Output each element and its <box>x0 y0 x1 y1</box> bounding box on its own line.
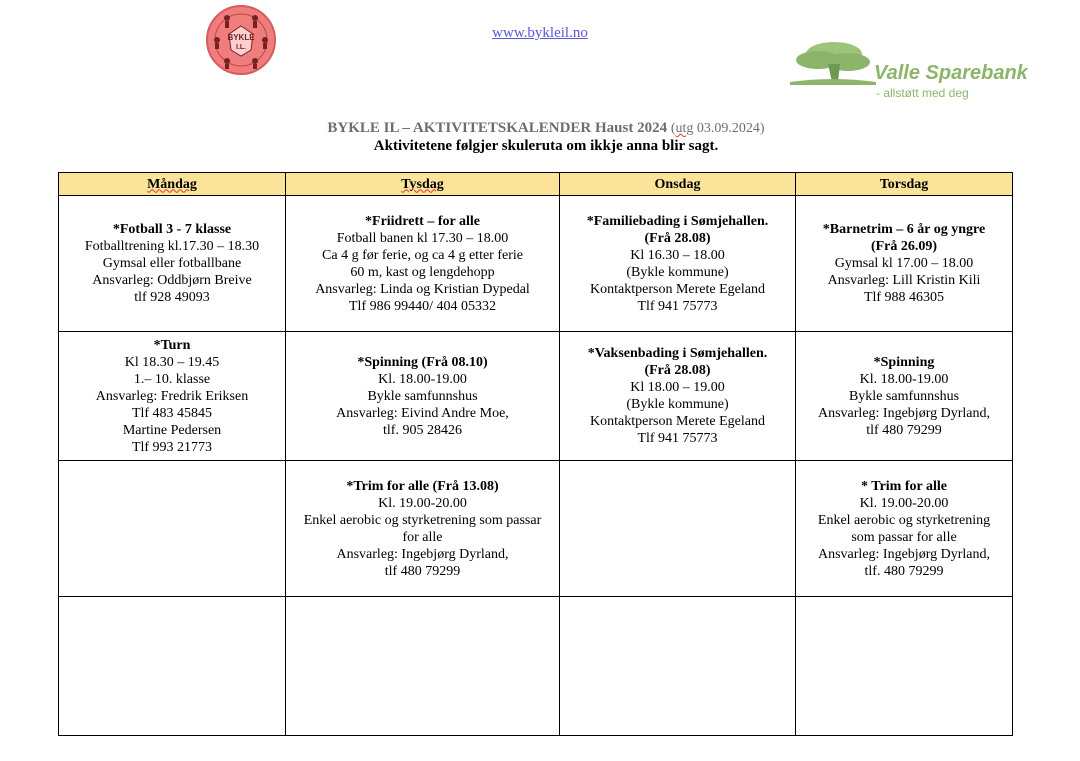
activity-line: Ansvarleg: Linda og Kristian Dypedal <box>315 281 530 297</box>
activity-line: Ansvarleg: Eivind Andre Moe, <box>336 405 509 421</box>
activity-line: *Familiebading i Sømjehallen. <box>586 213 769 229</box>
activity-line: Tlf 941 75773 <box>637 298 718 314</box>
bank-tagline: - allstøtt med deg <box>876 86 969 100</box>
calendar-cell <box>59 332 286 461</box>
page-title <box>0 120 1080 137</box>
activity-line: Kl. 19.00-20.00 <box>859 495 949 511</box>
activity-line: Ansvarleg: Lill Kristin Kili <box>827 273 981 288</box>
activity-line: tlf 480 79299 <box>866 422 942 438</box>
title-main: BYKLE IL – AKTIVITETSKALENDER Haust 2024 <box>327 120 668 136</box>
calendar-cell <box>286 597 560 736</box>
activity-line: tlf. 905 28426 <box>383 422 462 438</box>
activity-line: *Fotball 3 - 7 klasse <box>112 222 232 237</box>
logo-text-1: BYKLE <box>227 33 255 42</box>
activity-line: (Frå 26.09) <box>870 239 938 254</box>
calendar-cell <box>286 196 560 332</box>
calendar-cell <box>560 332 796 461</box>
activity-line: Enkel aerobic og styrketrening <box>817 512 991 528</box>
activity-line: som passar for alle <box>851 529 957 545</box>
activity-line: Fotball banen kl 17.30 – 18.00 <box>336 230 509 246</box>
activity-line: Kl. 19.00-20.00 <box>378 495 467 511</box>
activity-line: Kontaktperson Merete Egeland <box>590 281 765 297</box>
activity-line: (Frå 28.08) <box>644 363 711 378</box>
header-tuesday: Tysdag <box>286 173 560 196</box>
activity-line: *Friidrett – for alle <box>365 213 480 229</box>
activity-line: Ansvarleg: Ingebjørg Dyrland, <box>818 546 990 562</box>
activity-line: Ansvarleg: Ingebjørg Dyrland, <box>336 546 509 562</box>
calendar-cell <box>59 597 286 736</box>
activity-line: Martine Pedersen <box>122 422 222 438</box>
calendar-cell <box>59 461 286 597</box>
activity-line: *Barnetrim – 6 år og yngre <box>822 222 986 237</box>
activity-line: *Trim for alle (Frå 13.08) <box>346 478 499 494</box>
calendar-row <box>59 597 1013 736</box>
activity-line: Tlf 941 75773 <box>637 431 718 446</box>
website-link[interactable]: www.bykleil.no <box>492 25 588 41</box>
activity-line: Bykle samfunnshus <box>848 388 960 404</box>
calendar-cell <box>286 332 560 461</box>
calendar-cell <box>796 332 1013 461</box>
calendar-cell <box>560 597 796 736</box>
activity-line: Tlf 988 46305 <box>863 290 945 305</box>
activity-line: Bykle samfunnshus <box>367 388 478 404</box>
activity-line: tlf 480 79299 <box>384 563 461 579</box>
activity-line: Fotballtrening kl.17.30 – 18.30 <box>84 239 260 254</box>
activity-line: *Turn <box>153 337 191 353</box>
page-subtitle: Aktivitetene følgjer skuleruta om ikkje anna blir sagt. <box>373 138 719 154</box>
bank-name: Valle Sparebank <box>874 62 1028 84</box>
activity-line: * Trim for alle <box>861 478 947 494</box>
calendar-header-row <box>59 173 1013 196</box>
title-date: (utg 03.09.2024) <box>670 121 765 136</box>
calendar-row <box>59 196 1013 332</box>
activity-line: Tlf 993 21773 <box>131 439 213 455</box>
activity-line: Ca 4 g før ferie, og ca 4 g etter ferie <box>322 247 523 263</box>
activity-line: for alle <box>402 529 443 545</box>
activity-line: Tlf 483 45845 <box>131 405 213 421</box>
activity-line: (Frå 28.08) <box>644 230 711 246</box>
activity-line: tlf. 480 79299 <box>864 563 944 579</box>
activity-line: Kl 16.30 – 18.00 <box>630 247 725 263</box>
activity-line: 60 m, kast og lengdehopp <box>350 264 495 280</box>
activity-line: Kl. 18.00-19.00 <box>378 371 467 387</box>
activity-line: Enkel aerobic og styrketrening som passar <box>303 512 542 528</box>
calendar-cell <box>560 196 796 332</box>
activity-line: Ansvarleg: Oddbjørn Breive <box>92 273 252 288</box>
activity-calendar <box>58 172 1013 736</box>
activity-line: Tlf 986 99440/ 404 05332 <box>349 298 496 314</box>
calendar-cell <box>796 597 1013 736</box>
activity-line: Kl 18.30 – 19.45 <box>124 354 220 370</box>
calendar-cell <box>796 461 1013 597</box>
activity-line: tlf 928 49093 <box>134 290 210 305</box>
calendar-row <box>59 332 1013 461</box>
activity-line: *Spinning (Frå 08.10) <box>357 354 488 370</box>
calendar-cell <box>59 196 286 332</box>
activity-line: Ansvarleg: Ingebjørg Dyrland, <box>818 405 990 421</box>
calendar-cell <box>560 461 796 597</box>
calendar-cell <box>796 196 1013 332</box>
activity-line: (Bykle kommune) <box>626 397 729 412</box>
header-thursday: Torsdag <box>796 173 1013 196</box>
activity-line: Kl 18.00 – 19.00 <box>630 380 725 395</box>
valle-sparebank-logo <box>788 38 1048 100</box>
header-monday: Måndag <box>59 173 286 196</box>
activity-line: Ansvarleg: Fredrik Eriksen <box>95 388 249 404</box>
calendar-cell <box>286 461 560 597</box>
activity-line: (Bykle kommune) <box>626 264 729 280</box>
header-wednesday: Onsdag <box>560 173 796 196</box>
activity-line: *Spinning <box>873 354 935 370</box>
activity-line: 1.– 10. klasse <box>133 371 211 387</box>
activity-line: Gymsal kl 17.00 – 18.00 <box>834 256 974 271</box>
calendar-row <box>59 461 1013 597</box>
tree-icon <box>788 38 878 88</box>
logo-text-2: I.L. <box>235 44 247 51</box>
activity-line: *Vaksenbading i Sømjehallen. <box>587 346 768 361</box>
activity-line: Kontaktperson Merete Egeland <box>590 414 765 429</box>
activity-line: Gymsal eller fotballbane <box>102 256 242 271</box>
activity-line: Kl. 18.00-19.00 <box>859 371 949 387</box>
